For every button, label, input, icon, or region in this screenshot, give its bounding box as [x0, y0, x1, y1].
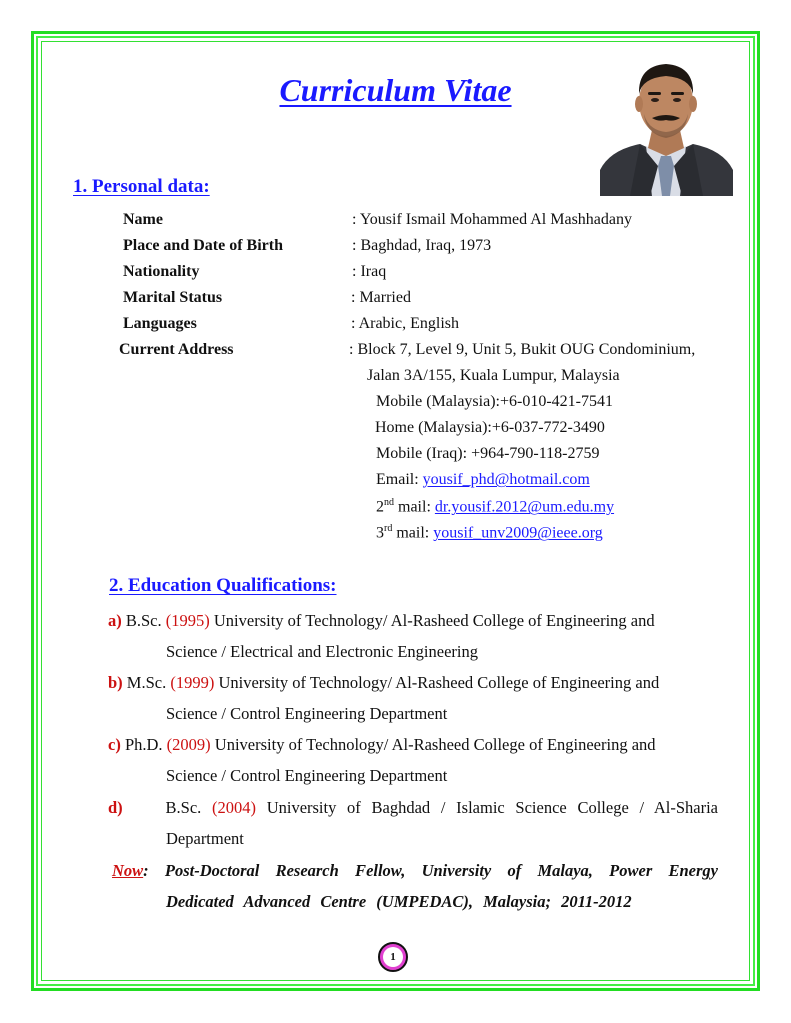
item-text: University of Technology/ Al-Rasheed College of Engineering and [210, 735, 656, 754]
now-label: Now [112, 861, 144, 880]
birth-value: : Baghdad, Iraq, 1973 [352, 237, 492, 254]
address-line2: Jalan 3A/155, Kuala Lumpur, Malaysia [367, 367, 620, 384]
home-malaysia: Home (Malaysia):+6-037-772-3490 [375, 419, 605, 436]
item-text: University of Baghdad / Islamic Science College / Al-Sharia [255, 798, 719, 817]
education-item-b [108, 667, 718, 729]
education-item-a [108, 605, 718, 667]
item-line2: Science / Control Engineering Department [166, 704, 448, 723]
mobile-malaysia: Mobile (Malaysia):+6-010-421-7541 [376, 393, 613, 410]
email-link[interactable]: yousif_phd@hotmail.com [422, 471, 590, 488]
name-label: Name [123, 211, 163, 228]
item-degree: Ph.D. [120, 735, 167, 754]
third-mail-label: mail: [392, 524, 434, 542]
third-mail-link[interactable]: yousif_unv2009@ieee.org [433, 524, 603, 542]
item-line2: Science / Control Engineering Department [166, 766, 448, 785]
marital-status-value: : Married [351, 289, 411, 306]
now-text: : Post-Doctoral Research Fellow, University of Malaya, Power Energy [143, 861, 718, 880]
item-letter: b) [108, 673, 123, 692]
item-year: (1995) [165, 611, 210, 630]
item-text: University of Technology/ Al-Rasheed College of Engineering and [214, 673, 660, 692]
birth-label: Place and Date of Birth [123, 237, 283, 254]
mobile-iraq: Mobile (Iraq): +964-790-118-2759 [376, 445, 600, 462]
education-item-c [108, 729, 718, 791]
item-d-row [108, 792, 718, 823]
email-line [376, 471, 590, 489]
nationality-value: : Iraq [352, 263, 387, 280]
second-mail-link[interactable]: dr.yousif.2012@um.edu.my [434, 498, 615, 516]
item-line2: Department [166, 829, 244, 848]
current-position-line2: Dedicated Advanced Centre (UMPEDAC), Malaysia; 2011-2012 [166, 892, 632, 911]
address-value: : Block 7, Level 9, Unit 5, Bukit OUG Condominium, [349, 341, 696, 358]
languages-label: Languages [123, 315, 197, 332]
second-mail-ordinal: 2 [376, 498, 384, 516]
personal-data-heading: 1. Personal data: [73, 176, 210, 197]
education-heading: 2. Education Qualifications: [109, 575, 337, 596]
item-line2: Science / Electrical and Electronic Engineering [166, 642, 478, 661]
current-position [112, 855, 718, 917]
languages-value: : Arabic, English [351, 315, 459, 332]
nationality-label: Nationality [123, 263, 200, 280]
profile-photo [600, 52, 733, 196]
current-position-line1 [112, 855, 718, 886]
document-title: Curriculum Vitae [279, 72, 512, 108]
third-mail-suffix: rd [384, 523, 393, 534]
second-mail-suffix: nd [384, 497, 394, 508]
third-mail-line [376, 523, 603, 542]
second-mail-line [376, 497, 614, 516]
item-letter: c) [108, 735, 121, 754]
marital-status-label: Marital Status [123, 289, 223, 306]
item-letter: a) [108, 611, 122, 630]
address-label: Current Address [119, 341, 234, 358]
page-number: 1 [383, 947, 403, 967]
item-year: (1999) [170, 673, 215, 692]
item-year: (2004) [211, 798, 256, 817]
second-mail-label: mail: [394, 498, 435, 516]
item-degree: M.Sc. [122, 673, 171, 692]
item-text: University of Technology/ Al-Rasheed College of Engineering and [209, 611, 655, 630]
email-label: Email: [376, 471, 423, 488]
item-degree: B.Sc. [121, 611, 166, 630]
item-year: (2009) [166, 735, 211, 754]
item-letter: d) [108, 798, 123, 817]
page-number-badge [378, 942, 408, 972]
education-item-d [108, 792, 718, 854]
item-degree: B.Sc. [165, 798, 212, 817]
third-mail-ordinal: 3 [376, 524, 384, 542]
name-value: : Yousif Ismail Mohammed Al Mashhadany [352, 211, 632, 228]
